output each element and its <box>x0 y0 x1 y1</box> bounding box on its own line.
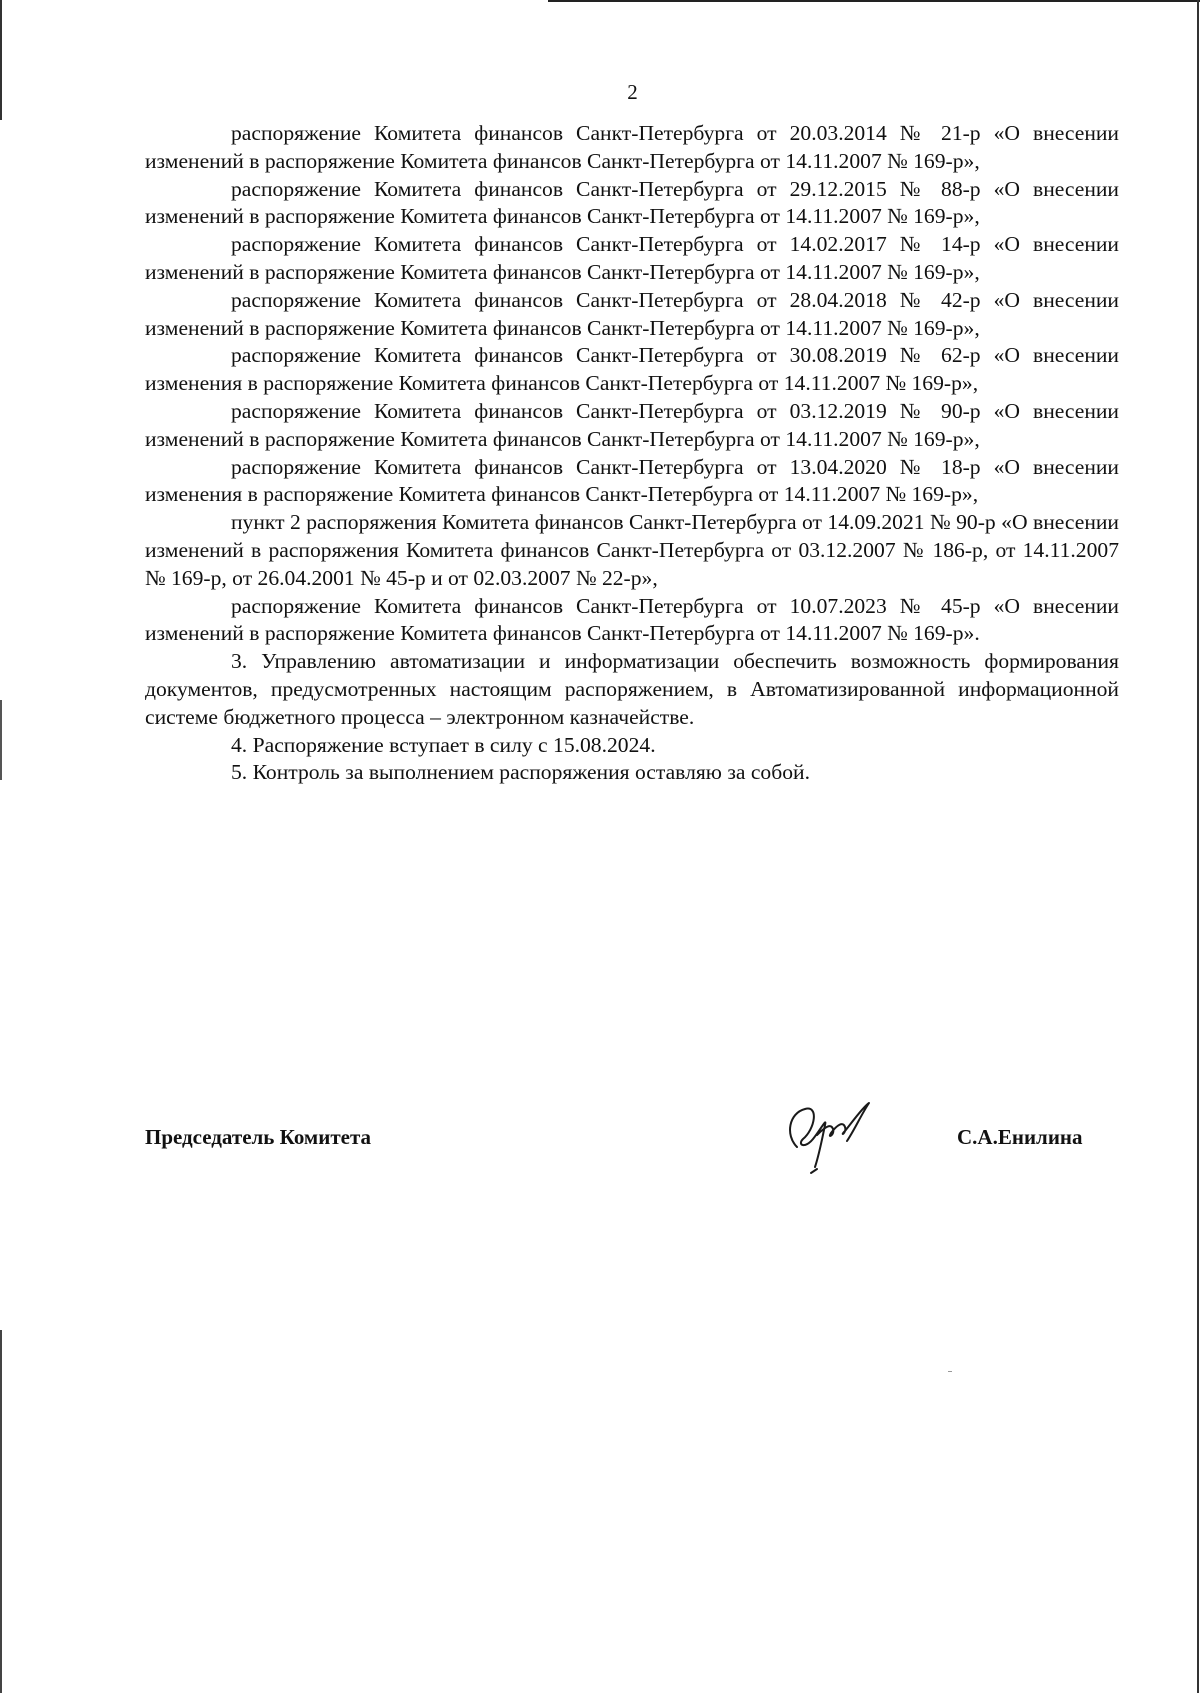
top-border-line <box>548 0 1200 2</box>
document-body <box>145 120 1119 787</box>
paragraph-amendment-2018: распоряжение Комитета финансов Санкт-Петербурга от 28.04.2018 № 42-р «О внесении изменений в распоряжение Комитета финансов Санкт-Петербурга от 14.11.2007 № 169-р», <box>145 287 1119 340</box>
left-scan-edge <box>0 0 2 1693</box>
handwritten-signature <box>775 1095 885 1175</box>
paragraph-amendment-2021: пункт 2 распоряжения Комитета финансов Санкт-Петербурга от 14.09.2021 № 90-р «О внесении изменений в распоряжения Комитета финансов Санкт-Петербурга от 03.12.2007 № 186-р, от 14.11.2007 № 169-р, от 26.04.2001 № 45-р и от 02.03.2007 № 22-р», <box>145 510 1119 590</box>
paragraph-amendment-2014: распоряжение Комитета финансов Санкт-Петербурга от 20.03.2014 № 21-р «О внесении изменений в распоряжение Комитета финансов Санкт-Петербурга от 14.11.2007 № 169-р», <box>145 121 1119 173</box>
paragraph-amendment-2015: распоряжение Комитета финансов Санкт-Петербурга от 29.12.2015 № 88-р «О внесении изменений в распоряжение Комитета финансов Санкт-Петербурга от 14.11.2007 № 169-р», <box>145 176 1119 229</box>
page-number: 2 <box>627 80 638 104</box>
signatory-title: Председатель Комитета <box>145 1125 372 1149</box>
paragraph-item-4: 4. Распоряжение вступает в силу с 15.08.2024. <box>231 732 656 757</box>
signature-block <box>145 1095 1105 1175</box>
paragraph-amendment-2023: распоряжение Комитета финансов Санкт-Петербурга от 10.07.2023 № 45-р «О внесении изменений в распоряжение Комитета финансов Санкт-Петербурга от 14.11.2007 № 169-р». <box>145 593 1119 646</box>
paragraph-amendment-2019-dec: распоряжение Комитета финансов Санкт-Петербурга от 03.12.2019 № 90-р «О внесении изменений в распоряжение Комитета финансов Санкт-Петербурга от 14.11.2007 № 169-р», <box>145 398 1119 451</box>
paragraph-amendment-2019-aug: распоряжение Комитета финансов Санкт-Петербурга от 30.08.2019 № 62-р «О внесении изменения в распоряжение Комитета финансов Санкт-Петербурга от 14.11.2007 № 169-р», <box>145 343 1119 396</box>
right-scan-edge <box>1197 0 1199 1693</box>
paragraph-item-3: 3. Управлению автоматизации и информатизации обеспечить возможность формирования документов, предусмотренных настоящим распоряжением, в Автоматизированной информационной системе бюджетного процесса – электронном казначействе. <box>145 649 1119 729</box>
scan-speck <box>948 1371 952 1372</box>
paragraph-item-5: 5. Контроль за выполнением распоряжения оставляю за собой. <box>231 760 810 785</box>
signatory-name: С.А.Енилина <box>957 1125 1083 1149</box>
paragraph-amendment-2020: распоряжение Комитета финансов Санкт-Петербурга от 13.04.2020 № 18-р «О внесении изменения в распоряжение Комитета финансов Санкт-Петербурга от 14.11.2007 № 169-р», <box>145 454 1119 507</box>
paragraph-amendment-2017: распоряжение Комитета финансов Санкт-Петербурга от 14.02.2017 № 14-р «О внесении изменений в распоряжение Комитета финансов Санкт-Петербурга от 14.11.2007 № 169-р», <box>145 232 1119 284</box>
